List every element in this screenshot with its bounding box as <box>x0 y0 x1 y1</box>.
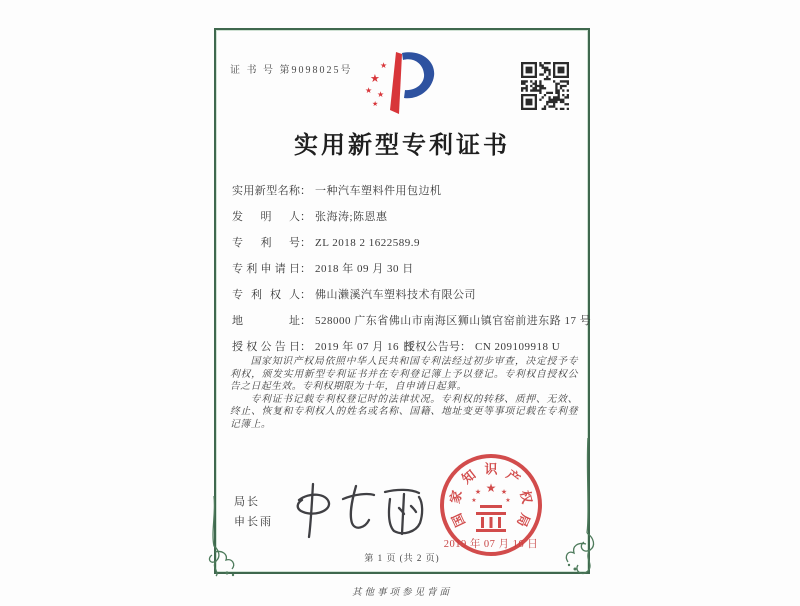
field-row-patent-no <box>232 234 578 260</box>
field-value: 2019 年 07 月 16 日 <box>315 341 414 353</box>
field-row-address <box>232 312 592 338</box>
field-colon: ： <box>300 211 311 223</box>
svg-text:局: 局 <box>514 511 534 530</box>
svg-text:产: 产 <box>503 466 524 487</box>
field-label: 地址 <box>232 315 300 327</box>
svg-text:★: ★ <box>372 100 379 108</box>
field-row-patentee <box>232 286 578 312</box>
svg-text:★: ★ <box>377 90 385 99</box>
field-colon: ： <box>300 315 311 327</box>
field-list <box>232 182 592 364</box>
field-colon: ： <box>300 289 311 301</box>
svg-text:★: ★ <box>485 481 497 495</box>
signer-name: 申长雨 <box>234 516 273 528</box>
flourish-bottom-left-icon <box>206 496 242 578</box>
official-seal <box>432 446 552 566</box>
field-label: 发明人 <box>232 211 300 223</box>
field-value: ZL 2018 2 1622589.9 <box>315 237 421 249</box>
legal-text-block <box>230 356 578 432</box>
svg-text:识: 识 <box>484 461 498 477</box>
svg-text:★: ★ <box>500 488 508 496</box>
field-colon: ： <box>300 185 311 197</box>
field-row-filing-date <box>232 260 578 286</box>
signature-handwriting <box>276 470 428 542</box>
field-value: 佛山濑溪汽车塑料技术有限公司 <box>315 289 476 301</box>
svg-text:国: 国 <box>448 511 468 530</box>
certificate-number: 证 书 号 第9098025号 <box>230 65 353 76</box>
field-label: 专利权人 <box>232 289 300 301</box>
field-value: CN 209109918 U <box>475 341 561 353</box>
field-label: 专利号 <box>232 237 300 249</box>
national-emblem-icon <box>471 481 510 532</box>
page-number: 第 1 页 (共 2 页) <box>364 553 440 563</box>
field-colon: ： <box>300 263 311 275</box>
body-paragraph: 国家知识产权局依照中华人民共和国专利法经过初步审查，决定授予专利权，颁发实用新型专利证书并在专利登记簿上予以登记。专利权自授权公告之日起生效。专利权期限为十年，自申请日起算。 <box>230 356 578 393</box>
field-row-inventor <box>232 208 578 234</box>
certificate-title: 实用新型专利证书 <box>294 133 510 159</box>
grant-number-group <box>404 338 560 354</box>
svg-text:知: 知 <box>458 466 479 487</box>
body-paragraph: 专利证书记载专利权登记时的法律状况。专利权的转移、质押、无效、终止、恢复和专利权人的姓名或名称、国籍、地址变更等事项记载在专利登记簿上。 <box>230 393 578 430</box>
field-value: 2018 年 09 月 30 日 <box>315 263 414 275</box>
svg-text:★: ★ <box>370 72 380 85</box>
cnipa-patent-logo-icon <box>362 50 438 118</box>
field-value: 张海涛;陈恩惠 <box>315 211 388 223</box>
field-value: 一种汽车塑料件用包边机 <box>315 185 442 197</box>
svg-text:★: ★ <box>505 498 511 504</box>
svg-text:权: 权 <box>517 488 535 505</box>
svg-text:★: ★ <box>365 86 373 95</box>
svg-text:★: ★ <box>474 488 482 496</box>
svg-text:家: 家 <box>447 488 465 505</box>
field-colon: ： <box>300 341 311 353</box>
seal-date-stamp: 2019 年 07 月 16 日 <box>443 539 539 550</box>
logo-stars <box>365 61 387 108</box>
field-value: 528000 广东省佛山市南海区狮山镇官窑前进东路 17 号 <box>315 315 592 327</box>
svg-text:★: ★ <box>471 498 477 504</box>
logo-red-wedge <box>390 52 402 114</box>
field-label: 授权公告号 <box>404 341 460 353</box>
field-colon: ： <box>300 237 311 249</box>
field-label: 专利申请日 <box>232 263 300 275</box>
signer-role: 局长 <box>234 496 260 508</box>
field-label: 实用新型名称 <box>232 185 300 197</box>
field-label: 授权公告日 <box>232 341 300 353</box>
reverse-side-note: 其他事项参见背面 <box>351 588 452 598</box>
qr-code <box>521 62 569 110</box>
field-row-name <box>232 182 578 208</box>
field-colon: ： <box>460 341 471 353</box>
svg-text:★: ★ <box>380 61 388 70</box>
logo-blue-p <box>402 52 434 98</box>
